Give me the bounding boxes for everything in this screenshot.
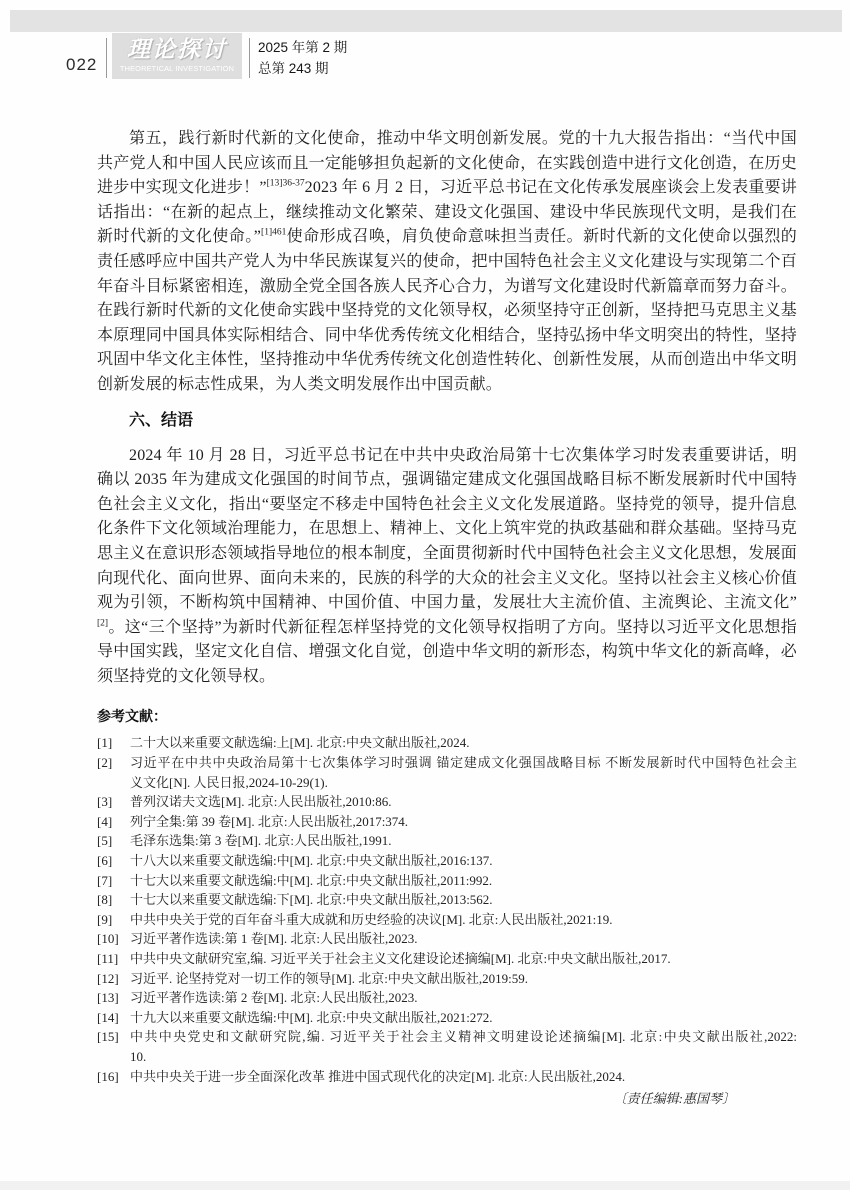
reference-number: [15] (97, 1029, 119, 1045)
body-paragraph-1: 第五，践行新时代新的文化使命，推动中华文明创新发展。党的十九大报告指出：“当代中国共产党人和中国人民应该而且一定能够担负起新的文化使命，在实践创造中进行文化创造，在历史进步中实现文化进步！”$^{[13]36-37}$2023 年 6 月 2 日，习近平总书记在文化传承发展座谈会上发表重要讲话指出：“在新的起点上，继续推动文化繁荣、建设文化强国、建设中华民族现代文明，是我们在新时代新的文化使命。”$^{[1]461}$使命形成召唤，肩负使命意味担当责任。新时代新的文化使命以强烈的责任感呼应中国共产党人为中华民族谋复兴的使命，把中国特色社会主义文化建设与实现第二个百年奋斗目标紧密相连，激励全党全国各族人民齐心合力，为谱写文化建设时代新篇章而努力奋斗。在践行新时代新的文化使命实践中坚持党的文化领导权，必须坚持守正创新，坚持把马克思主义基本原理同中国具体实际相结合、同中华优秀传统文化相结合，坚持弘扬中华文明突出的特性，坚持巩固中华文化主体性，坚持推动中华优秀传统文化创造性转化、创新性发展，从而创造出中华文明创新发展的标志性成果，为人类文明发展作出中国贡献。 (97, 130, 797, 393)
reference-item (97, 890, 797, 910)
reference-line: 中共中央党史和文献研究院,编. 习近平关于社会主义精神文明建设论述摘编[M]. 北京:中央文献出版社,2022: (130, 1029, 797, 1045)
reference-text (130, 969, 797, 989)
reference-item (97, 1027, 797, 1066)
citation-superscript: [1]461 (261, 228, 287, 239)
section-heading-conclusion: 六、结语 (129, 411, 194, 429)
reference-line: 十八大以来重要文献选编:中[M]. 北京:中央文献出版社,2016:137. (130, 853, 493, 869)
reference-line: 中共中央关于党的百年奋斗重大成就和历史经验的决议[M]. 北京:人民出版社,2021:19. (130, 911, 613, 927)
reference-number: [1] (97, 735, 113, 751)
reference-list (97, 733, 797, 1086)
reference-item (97, 910, 797, 930)
journal-logo (112, 33, 242, 79)
reference-text (130, 831, 797, 851)
reference-item (97, 871, 797, 891)
reference-text (130, 871, 797, 891)
citation-superscript: [2] (97, 618, 109, 629)
reference-number: [2] (97, 755, 113, 771)
reference-line: 习近平. 论坚持党对一切工作的领导[M]. 北京:中央文献出版社,2019:59. (130, 970, 528, 986)
reference-item (97, 733, 797, 753)
reference-item (97, 1067, 797, 1087)
reference-number: [9] (97, 911, 113, 927)
journal-title-english: THEORETICAL INVESTIGATION (119, 64, 235, 73)
reference-item (97, 812, 797, 832)
reference-item (97, 1008, 797, 1028)
top-decoration-bar (10, 10, 842, 32)
reference-line: 十七大以来重要文献选编:下[M]. 北京:中央文献出版社,2013:562. (130, 892, 493, 908)
reference-text (130, 1008, 797, 1028)
reference-line: 普列汉诺夫文选[M]. 北京:人民出版社,2010:86. (130, 794, 392, 810)
issue-number: 2025 年第 2 期 (258, 40, 348, 55)
page-number: 022 (66, 55, 98, 74)
reference-text (130, 929, 797, 949)
reference-number: [8] (97, 892, 113, 908)
reference-line: 二十大以来重要文献选编:上[M]. 北京:中央文献出版社,2024. (130, 735, 470, 751)
reference-item (97, 753, 797, 792)
reference-item (97, 851, 797, 871)
reference-text (130, 949, 797, 969)
reference-line: 习近平在中共中央政治局第十七次集体学习时强调 锚定建成文化强国战略目标 不断发展新时代中国特色社会主 (130, 755, 797, 771)
reference-line: 中共中央关于进一步全面深化改革 推进中国式现代化的决定[M]. 北京:人民出版社,2024. (130, 1068, 626, 1084)
reference-line: 习近平著作选读:第 2 卷[M]. 北京:人民出版社,2023. (130, 990, 418, 1006)
reference-number: [10] (97, 931, 119, 947)
reference-text (130, 910, 797, 930)
reference-number: [3] (97, 794, 113, 810)
reference-item (97, 988, 797, 1008)
reference-item (97, 929, 797, 949)
header-divider-right (249, 38, 250, 78)
reference-line: 列宁全集:第 39 卷[M]. 北京:人民出版社,2017:374. (130, 813, 409, 829)
reference-item (97, 831, 797, 851)
bottom-page-edge (0, 1181, 850, 1190)
reference-line: 义文化[N]. 人民日报,2024-10-29(1). (130, 774, 328, 790)
reference-text (130, 851, 797, 871)
reference-number: [6] (97, 853, 113, 869)
reference-number: [12] (97, 970, 119, 986)
body-paragraph-2: 2024 年 10 月 28 日，习近平总书记在中共中央政治局第十七次集体学习时发表重要讲话，明确以 2035 年为建成文化强国的时间节点，强调锚定建成文化强国战略目标不断发展新时代中国特色社会主义文化，指出“要坚定不移走中国特色社会主义文化发展道路。坚持党的领导，提升信息化条件下文化领域治理能力，在思想上、精神上、文化上筑牢党的执政基础和群众基础。坚持马克思主义在意识形态领域指导地位的根本制度，全面贯彻新时代中国特色社会主义文化思想，发展面向现代化、面向世界、面向未来的，民族的科学的大众的社会主义文化。坚持以社会主义核心价值观为引领，不断构筑中国精神、中国价值、中国力量，发展壮大主流价值、主流舆论、主流文化”[2]。这“三个坚持”为新时代新征程怎样坚持党的文化领导权指明了方向。坚持以习近平文化思想指导中国实践，坚定文化自信、增强文化自觉，创造中华文明的新形态，构筑中华文化的新高峰，必须坚持党的文化领导权。 (97, 446, 797, 685)
citation-superscript: [13]36-37 (266, 178, 305, 189)
reference-item (97, 949, 797, 969)
reference-text (130, 1067, 797, 1087)
reference-line: 中共中央文献研究室,编. 习近平关于社会主义文化建设论述摘编[M]. 北京:中央文献出版社,2017. (130, 951, 671, 966)
reference-text (130, 890, 797, 910)
reference-text (130, 733, 797, 753)
references-heading: 参考文献： (97, 710, 167, 726)
reference-text (130, 1027, 797, 1066)
reference-line: 习近平著作选读:第 1 卷[M]. 北京:人民出版社,2023. (130, 931, 418, 947)
reference-number: [16] (97, 1068, 119, 1084)
header-divider-left (106, 38, 107, 78)
reference-number: [13] (97, 990, 119, 1006)
reference-number: [4] (97, 813, 113, 829)
reference-line: 十九大以来重要文献选编:中[M]. 北京:中央文献出版社,2021:272. (130, 1009, 493, 1025)
reference-text (130, 812, 797, 832)
reference-line: 毛泽东选集:第 3 卷[M]. 北京:人民出版社,1991. (130, 833, 392, 849)
reference-line: 10. (130, 1048, 147, 1064)
reference-item (97, 969, 797, 989)
reference-text (130, 792, 797, 812)
journal-title-calligraphy: 理论探讨 (127, 36, 227, 63)
issue-total: 总第 243 期 (258, 61, 329, 76)
reference-number: [11] (97, 951, 119, 966)
reference-line: 十七大以来重要文献选编:中[M]. 北京:中央文献出版社,2011:992. (130, 872, 493, 888)
reference-text (130, 753, 797, 792)
article-body (97, 127, 797, 1107)
editor-note: 〔责任编辑:惠国琴〕 (613, 1091, 735, 1107)
reference-text (130, 988, 797, 1008)
reference-number: [7] (97, 872, 113, 888)
reference-number: [14] (97, 1009, 119, 1025)
issue-info (258, 37, 347, 79)
reference-item (97, 792, 797, 812)
reference-number: [5] (97, 833, 113, 849)
